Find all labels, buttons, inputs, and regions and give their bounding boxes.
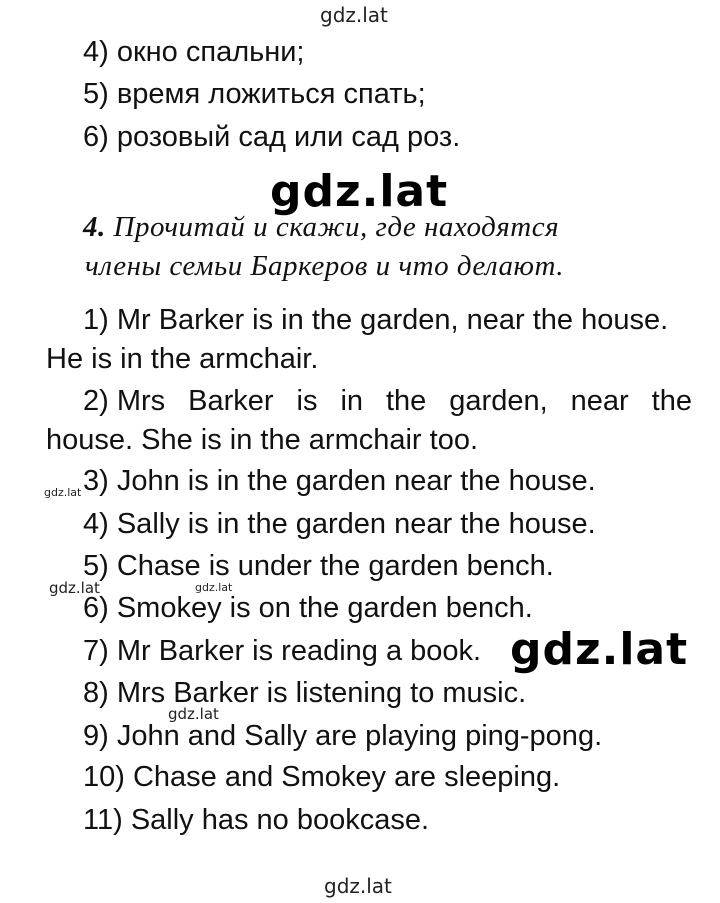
answer-9: 9) John and Sally are playing ping-pong.	[83, 720, 603, 752]
answer-11: 11) Sally has no bookcase.	[83, 804, 430, 836]
answer-2-word: garden,	[449, 385, 548, 417]
watermark-small: gdz.lat	[195, 581, 233, 594]
watermark-top: gdz.lat	[320, 3, 388, 27]
answer-2-cont: house. She is in the armchair too.	[46, 424, 479, 456]
answer-3: 3) John is in the garden near the house.	[83, 465, 596, 497]
answer-2-word: the	[651, 385, 692, 417]
answer-1: 1) Mr Barker is in the garden, near the house.	[83, 304, 669, 336]
list-item: 4) окно спальни;	[83, 36, 305, 68]
answer-2-word: in	[340, 385, 364, 417]
answer-7: 7) Mr Barker is reading a book.	[83, 635, 482, 667]
watermark-small: gdz.lat	[44, 486, 82, 499]
answer-1-cont: He is in the armchair.	[46, 343, 319, 375]
task-line-2: члены семьи Баркеров и что делают.	[85, 250, 565, 282]
task-heading	[83, 209, 683, 245]
answer-2	[83, 383, 692, 419]
answer-2-word: Barker	[188, 385, 274, 417]
answer-2-word: near	[570, 385, 629, 417]
answer-2-word: 2) Mrs	[83, 385, 166, 417]
answer-10: 10) Chase and Smokey are sleeping.	[83, 761, 561, 793]
task-number: 4.	[83, 211, 106, 243]
answer-4: 4) Sally is in the garden near the house.	[83, 508, 596, 540]
list-item: 5) время ложиться спать;	[83, 78, 426, 110]
watermark-small: gdz.lat	[49, 579, 100, 597]
watermark-large: gdz.lat	[270, 166, 449, 217]
answer-8: 8) Mrs Barker is listening to music.	[83, 677, 527, 709]
answer-2-word: the	[386, 385, 427, 417]
answer-6: 6) Smokey is on the garden bench.	[83, 592, 533, 624]
answer-2-word: is	[296, 385, 318, 417]
watermark-bottom: gdz.lat	[324, 874, 392, 898]
task-line-1: Прочитай и скажи, где находятся	[113, 211, 560, 243]
list-item: 6) розовый сад или сад роз.	[83, 121, 461, 153]
watermark-large: gdz.lat	[510, 624, 689, 675]
answer-5: 5) Chase is under the garden bench.	[83, 550, 554, 582]
watermark-small: gdz.lat	[168, 705, 219, 723]
